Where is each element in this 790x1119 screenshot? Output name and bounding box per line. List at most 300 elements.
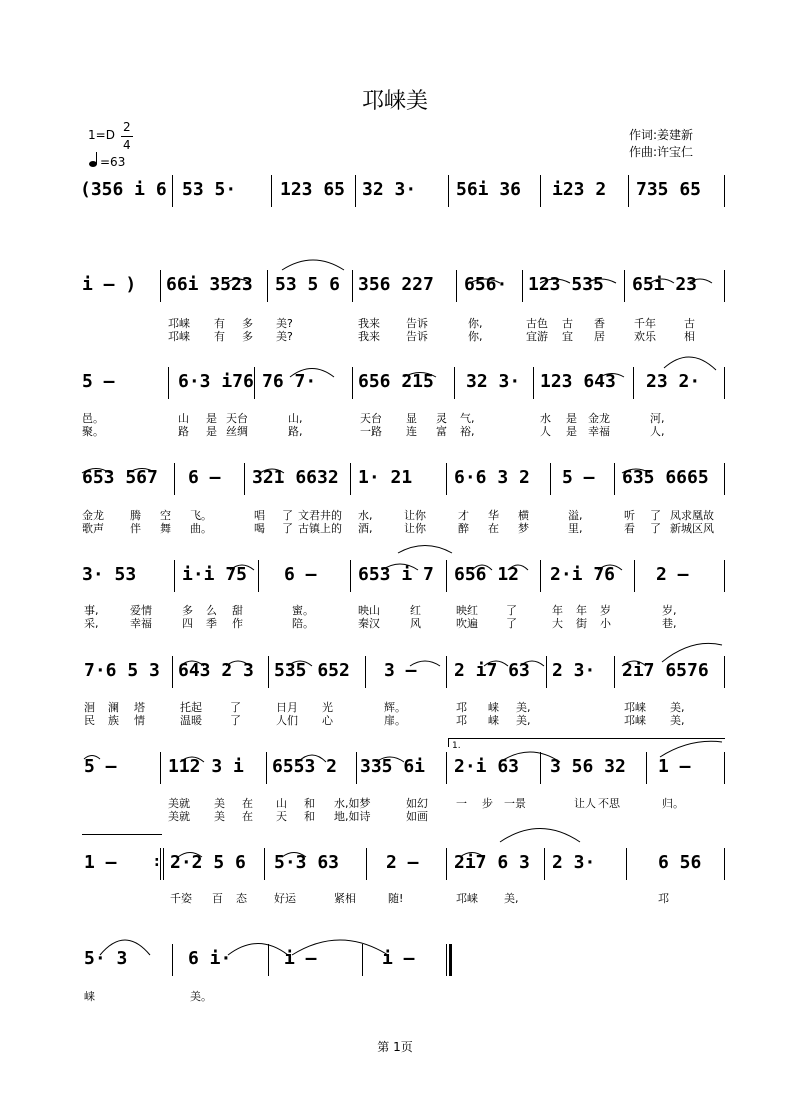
lyric-word: 了: [650, 522, 661, 535]
lyric-word: 心: [322, 714, 333, 727]
lyric-word: 气,: [460, 412, 475, 425]
barline: [267, 270, 268, 302]
lyric-word: 连: [406, 425, 417, 438]
barline: [522, 270, 523, 302]
lyric-word: 裕,: [460, 425, 475, 438]
measure: 6 i·: [188, 948, 232, 969]
lyric-word: 告诉: [406, 317, 428, 330]
lyric-word: 季: [206, 617, 217, 630]
lyric-word: 崃: [84, 990, 95, 1003]
slur: [398, 546, 452, 554]
lyric-word: 醉: [458, 522, 469, 535]
lyric-line-1: [0, 317, 790, 330]
lyric-line-2: [0, 714, 790, 727]
measure: 7·6 5 3: [84, 660, 160, 681]
lyric-word: 邑。: [82, 412, 104, 425]
lyric-word: 香: [594, 317, 605, 330]
measure: 2 i7 63: [454, 660, 530, 681]
lyric-word: 一景: [504, 797, 526, 810]
measure: 32 3·: [466, 371, 521, 392]
barline: [724, 848, 725, 880]
lyric-word: 崃: [488, 701, 499, 714]
notes-row: [0, 848, 790, 880]
measure: 123 65: [280, 179, 346, 200]
volta-bracket: [448, 738, 725, 747]
lyric-word: 作: [232, 617, 243, 630]
measure: 53 5·: [182, 179, 237, 200]
measure: 76 7·: [262, 371, 317, 392]
barline: [160, 848, 161, 880]
measure: 2·2 5 6: [170, 852, 246, 873]
measure: 65i 23: [632, 274, 698, 295]
lyric-word: 洄: [84, 701, 95, 714]
lyric-word: 了: [282, 522, 293, 535]
measure: 6·6 3 2: [454, 467, 530, 488]
barline: [634, 560, 635, 592]
lyric-word: 好运: [274, 892, 296, 905]
barline: [540, 752, 541, 784]
measure: 2 3·: [552, 852, 596, 873]
notes-row: [0, 944, 790, 976]
barline: [254, 367, 255, 399]
tempo-mark: =63: [100, 155, 126, 169]
barline: [550, 463, 551, 495]
volta-label: 1.: [452, 741, 461, 751]
measure: (356 i 6: [80, 179, 167, 200]
lyric-word: 听: [624, 509, 635, 522]
measure: 32 3·: [362, 179, 417, 200]
lyric-word: 里,: [568, 522, 583, 535]
slur: [500, 829, 580, 843]
lyric-word: 舞: [160, 522, 171, 535]
barline: [724, 367, 725, 399]
measure: 1· 21: [358, 467, 413, 488]
measure: 6·3 i76: [178, 371, 254, 392]
lyric-word: 幸福: [130, 617, 152, 630]
lyric-word: 情: [134, 714, 145, 727]
lyric-word: 了: [650, 509, 661, 522]
lyric-word: 甜: [232, 604, 243, 617]
lyric-word: 了: [230, 701, 241, 714]
lyric-word: 水,如梦: [334, 797, 371, 810]
measure: 1 –: [658, 756, 691, 777]
lyric-word: 让人: [574, 797, 596, 810]
lyric-word: 光: [322, 701, 333, 714]
measure: 5·3 63: [274, 852, 340, 873]
lyric-word: 映山: [358, 604, 380, 617]
lyric-word: 幸福: [588, 425, 610, 438]
lyric-word: 千年: [634, 317, 656, 330]
barline: [540, 175, 541, 207]
notes-row: [0, 270, 790, 302]
credits: [629, 127, 693, 161]
lyric-word: 凤求凰故: [670, 509, 714, 522]
lyric-word: 山,: [288, 412, 303, 425]
lyric-word: 风: [410, 617, 421, 630]
lyric-word: 托起: [180, 701, 202, 714]
lyric-word: 山: [178, 412, 189, 425]
lyric-word: 年: [576, 604, 587, 617]
measure: 2·i 63: [454, 756, 520, 777]
lyric-word: 伴: [130, 522, 141, 535]
lyric-word: 水: [540, 412, 551, 425]
lyric-word: 美。: [190, 990, 212, 1003]
lyric-word: 么: [206, 604, 217, 617]
barline: [724, 560, 725, 592]
measure: 635 6665: [622, 467, 709, 488]
notes-row: [0, 175, 790, 207]
lyric-word: 居: [594, 330, 605, 343]
lyric-word: 步: [482, 797, 493, 810]
barline: [356, 752, 357, 784]
lyric-word: 唱: [254, 509, 265, 522]
lyric-word: 邛崃: [168, 317, 190, 330]
lyric-word: 横: [518, 509, 529, 522]
notes-row: [0, 752, 790, 784]
lyric-word: 路: [178, 425, 189, 438]
lyric-line-2: [0, 522, 790, 535]
lyric-word: 美,: [670, 714, 685, 727]
barline: [446, 560, 447, 592]
lyric-word: 相: [684, 330, 695, 343]
lyric-word: 有: [214, 330, 225, 343]
measure: 653 567: [82, 467, 158, 488]
measure: i23 2: [552, 179, 607, 200]
barline: [174, 560, 175, 592]
lyric-line-2: [0, 330, 790, 343]
lyric-word: 不思: [598, 797, 620, 810]
measure: 2·i 76: [550, 564, 616, 585]
lyric-word: 邛: [658, 892, 669, 905]
lyric-word: 吹遍: [456, 617, 478, 630]
lyric-word: 美,: [670, 701, 685, 714]
lyric-word: 多: [242, 330, 253, 343]
lyric-word: 紧相: [334, 892, 356, 905]
lyric-word: 千姿: [170, 892, 192, 905]
measure: 5 –: [84, 756, 117, 777]
barline: [454, 367, 455, 399]
lyric-word: 古: [562, 317, 573, 330]
barline: [633, 367, 634, 399]
lyric-word: 天台: [226, 412, 248, 425]
measure: i –: [284, 948, 317, 969]
lyric-word: 宜游: [526, 330, 548, 343]
barline: [172, 944, 173, 976]
measure: 6 –: [284, 564, 317, 585]
lyric-word: 天: [276, 810, 287, 823]
lyric-word: 金龙: [82, 509, 104, 522]
lyric-word: 族: [108, 714, 119, 727]
volta-bracket: [82, 834, 162, 843]
lyric-word: 人,: [650, 425, 665, 438]
lyric-word: 邛: [456, 714, 467, 727]
barline: [365, 656, 366, 688]
barline: [724, 752, 725, 784]
lyric-word: 欢乐: [634, 330, 656, 343]
lyric-word: 美就: [168, 810, 190, 823]
barline: [163, 848, 164, 880]
barline: [646, 752, 647, 784]
lyric-word: 在: [488, 522, 499, 535]
lyric-word: 聚。: [82, 425, 104, 438]
time-sig-top: 2: [123, 120, 131, 134]
time-sig-bottom: 4: [123, 138, 131, 152]
lyric-word: 我来: [358, 330, 380, 343]
lyric-word: 事,: [84, 604, 99, 617]
lyric-word: 新城区风: [670, 522, 714, 535]
barline: [456, 270, 457, 302]
lyric-word: 态: [236, 892, 247, 905]
measure: 653 i 7: [358, 564, 434, 585]
lyric-word: 归。: [662, 797, 684, 810]
lyric-word: 美就: [168, 797, 190, 810]
barline: [174, 463, 175, 495]
lyric-word: 采,: [84, 617, 99, 630]
lyric-word: 文君井的: [298, 509, 342, 522]
measure: 66i 3523: [166, 274, 253, 295]
lyric-word: 飞。: [190, 509, 212, 522]
lyric-line-1: [0, 892, 790, 905]
lyric-word: 多: [182, 604, 193, 617]
barline: [352, 367, 353, 399]
lyric-word: 古镇上的: [298, 522, 342, 535]
measure: 5· 3: [84, 948, 128, 969]
barline: [628, 175, 629, 207]
lyric-word: 酒,: [358, 522, 373, 535]
lyric-word: 富: [436, 425, 447, 438]
lyric-word: 在: [242, 810, 253, 823]
notes-row: [0, 463, 790, 495]
lyric-word: 美: [214, 810, 225, 823]
lyric-word: 塔: [134, 701, 145, 714]
barline: [244, 463, 245, 495]
lyric-word: 巷,: [662, 617, 677, 630]
barline: [268, 656, 269, 688]
lyric-word: 了: [230, 714, 241, 727]
measure: i – ): [82, 274, 137, 295]
barline: [266, 752, 267, 784]
barline: [724, 270, 725, 302]
measure: 656 215: [358, 371, 434, 392]
lyric-word: 你,: [468, 317, 483, 330]
measure: 321 6632: [252, 467, 339, 488]
lyric-word: 美?: [276, 317, 293, 330]
barline: [544, 848, 545, 880]
lyric-word: 温暖: [180, 714, 202, 727]
measure: 3 –: [384, 660, 417, 681]
lyric-word: 随!: [388, 892, 404, 905]
barline: [614, 463, 615, 495]
lyric-word: 街: [576, 617, 587, 630]
time-sig-line: [121, 136, 133, 137]
lyric-word: 邛崃: [624, 701, 646, 714]
barline: [352, 270, 353, 302]
lyric-word: 宜: [562, 330, 573, 343]
lyric-word: 美?: [276, 330, 293, 343]
lyric-word: 如幻: [406, 797, 428, 810]
lyric-word: 年: [552, 604, 563, 617]
page-number: 第 1页: [377, 1040, 413, 1054]
lyric-word: 梦: [518, 522, 529, 535]
measure: 656 12: [454, 564, 520, 585]
song-title: 邛崃美: [361, 89, 428, 114]
lyric-word: 喝: [254, 522, 265, 535]
lyric-line-1: [0, 412, 790, 425]
barline: [533, 367, 534, 399]
measure: 1 –: [84, 852, 117, 873]
lyric-word: 和: [304, 810, 315, 823]
notes-row: [0, 367, 790, 399]
lyric-word: 秦汉: [358, 617, 380, 630]
barline: [160, 270, 161, 302]
lyric-word: 地,如诗: [334, 810, 371, 823]
barline: [366, 848, 367, 880]
lyric-word: 华: [488, 509, 499, 522]
measure: 3· 53: [82, 564, 137, 585]
lyric-word: 我来: [358, 317, 380, 330]
measure: 56i 36: [456, 179, 522, 200]
measure: 23 2·: [646, 371, 701, 392]
lyric-word: 映红: [456, 604, 478, 617]
lyric-word: 崃: [488, 714, 499, 727]
lyric-word: 邛崃: [624, 714, 646, 727]
barline: [446, 656, 447, 688]
lyric-word: 邛崃: [168, 330, 190, 343]
notes-row: [0, 560, 790, 592]
barline: [614, 656, 615, 688]
barline: [724, 175, 725, 207]
lyric-word: 蜜。: [292, 604, 314, 617]
lyric-word: 岁: [600, 604, 611, 617]
barline: [446, 463, 447, 495]
lyric-word: 红: [410, 604, 421, 617]
lyric-word: 河,: [650, 412, 665, 425]
lyric-word: 灵: [436, 412, 447, 425]
barline: [724, 656, 725, 688]
lyric-word: 是: [566, 425, 577, 438]
lyric-line-1: [0, 509, 790, 522]
lyric-word: 丝绸: [226, 425, 248, 438]
lyric-word: 看: [624, 522, 635, 535]
measure: 356 227: [358, 274, 434, 295]
lyric-word: 日月: [276, 701, 298, 714]
barline: [724, 463, 725, 495]
lyric-word: 人们: [276, 714, 298, 727]
lyric-word: 美,: [504, 892, 519, 905]
barline: [350, 463, 351, 495]
barline: [448, 175, 449, 207]
measure: 2 –: [386, 852, 419, 873]
lyric-word: 了: [506, 604, 517, 617]
measure: 112 3 i: [168, 756, 244, 777]
lyric-line-1: [0, 990, 790, 1003]
lyric-line-1: [0, 604, 790, 617]
measure: i –: [382, 948, 415, 969]
measure: i·i 75: [182, 564, 248, 585]
key-signature: 1=D: [88, 128, 115, 142]
measure: 123 535: [528, 274, 604, 295]
lyric-line-1: [0, 701, 790, 714]
lyric-word: 岁,: [662, 604, 677, 617]
lyric-word: 如画: [406, 810, 428, 823]
lyric-word: 空: [160, 509, 171, 522]
lyric-word: 爱情: [130, 604, 152, 617]
lyric-word: 人: [540, 425, 551, 438]
lyric-word: 古: [684, 317, 695, 330]
lyric-word: 澜: [108, 701, 119, 714]
lyric-word: 美,: [516, 714, 531, 727]
measure: 2 –: [656, 564, 689, 585]
notes-row: [0, 656, 790, 688]
slur: [282, 260, 344, 270]
barline: [624, 270, 625, 302]
lyric-word: 一路: [360, 425, 382, 438]
lyric-word: 辉。: [384, 701, 406, 714]
measure: 6 –: [188, 467, 221, 488]
lyric-word: 是: [206, 412, 217, 425]
barline: [258, 560, 259, 592]
barline: [546, 656, 547, 688]
lyric-word: 水,: [358, 509, 373, 522]
measure: 5 –: [82, 371, 115, 392]
lyric-word: 你,: [468, 330, 483, 343]
lyric-word: 是: [566, 412, 577, 425]
lyric-line-2: [0, 810, 790, 823]
lyric-word: 有: [214, 317, 225, 330]
lyric-word: 了: [282, 509, 293, 522]
measure: 535 652: [274, 660, 350, 681]
lyric-word: 是: [206, 425, 217, 438]
measure: 2 3·: [552, 660, 596, 681]
measure: 656·: [464, 274, 508, 295]
lyric-word: 古色: [526, 317, 548, 330]
measure: 735 65: [636, 179, 702, 200]
lyric-word: 金龙: [588, 412, 610, 425]
lyric-word: 小: [600, 617, 611, 630]
repeat-dots-icon: :: [154, 854, 160, 870]
barline: [362, 944, 363, 976]
lyric-word: 腾: [130, 509, 141, 522]
barline: [355, 175, 356, 207]
lyricist: 作词:姜建新: [629, 128, 694, 142]
barline: [168, 367, 169, 399]
lyric-word: 多: [242, 317, 253, 330]
lyric-word: 山: [276, 797, 287, 810]
lyric-line-2: [0, 425, 790, 438]
composer: 作曲:许宝仁: [629, 145, 694, 159]
lyric-word: 美,: [516, 701, 531, 714]
measure: 6553 2: [272, 756, 338, 777]
lyric-word: 和: [304, 797, 315, 810]
final-barline: [446, 944, 452, 976]
barline: [264, 848, 265, 880]
lyric-word: 显: [406, 412, 417, 425]
lyric-word: 邛崃: [456, 892, 478, 905]
lyric-word: 让你: [404, 522, 426, 535]
barline: [271, 175, 272, 207]
lyric-word: 民: [84, 714, 95, 727]
barline: [446, 752, 447, 784]
barline: [540, 560, 541, 592]
lyric-word: 天台: [360, 412, 382, 425]
lyric-word: 路,: [288, 425, 303, 438]
barline: [626, 848, 627, 880]
lyric-word: 告诉: [406, 330, 428, 343]
lyric-word: 美: [214, 797, 225, 810]
lyric-word: 曲。: [190, 522, 212, 535]
measure: 53 5 6: [275, 274, 341, 295]
lyric-word: 让你: [404, 509, 426, 522]
